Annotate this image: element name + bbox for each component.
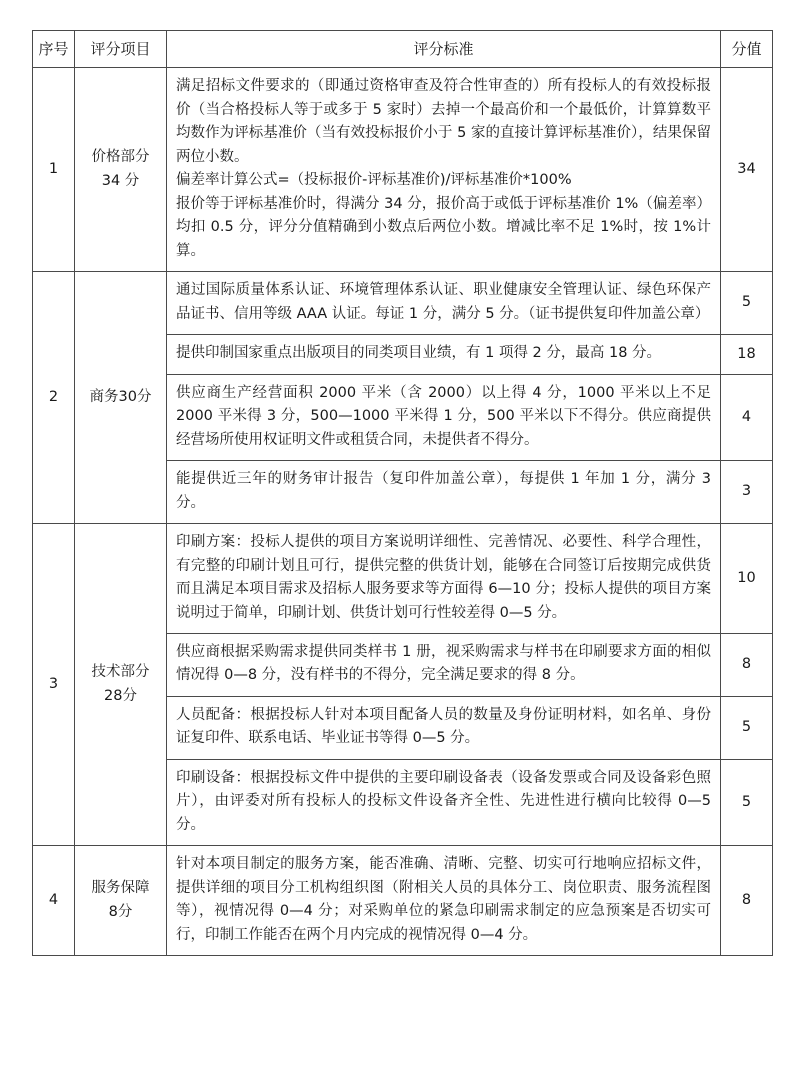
table-row bbox=[33, 272, 773, 335]
table-row bbox=[33, 846, 773, 956]
row-standard bbox=[167, 524, 721, 634]
standard-paragraph: 印刷设备：根据投标文件中提供的主要印刷设备表（设备发票或合同及设备彩色照片），由评委对所有投标人的投标文件设备齐全性、先进性进行横向比较得 0—5 分。 bbox=[176, 769, 711, 833]
row-standard bbox=[167, 461, 721, 524]
row-no: 3 bbox=[33, 524, 75, 846]
row-item-line: 8分 bbox=[108, 903, 133, 920]
row-item bbox=[75, 524, 167, 846]
row-item-line: 商务30分 bbox=[89, 388, 152, 405]
row-standard bbox=[167, 696, 721, 759]
header-no: 序号 bbox=[33, 31, 75, 68]
row-item-line: 技术部分 bbox=[91, 664, 150, 681]
row-item-line: 服务保障 bbox=[91, 880, 150, 897]
standard-paragraph: 针对本项目制定的服务方案，能否准确、清晰、完整、切实可行地响应招标文件，提供详细的项目分工机构组织图（附相关人员的具体分工、岗位职责、服务流程图等），视情况得 0—4 分；对采购单位的紧急印刷需求制定的应急预案是否切实可行，印制工作能否在两个月内完成的视情况得 0—4 分。 bbox=[176, 856, 711, 943]
row-points: 10 bbox=[721, 524, 773, 634]
row-points: 5 bbox=[721, 759, 773, 845]
row-item-line: 价格部分 bbox=[91, 149, 150, 166]
standard-paragraph: 供应商生产经营面积 2000 平米（含 2000）以上得 4 分，1000 平米以上不足 2000 平米得 3 分，500—1000 平米得 1 分，500 平米以下不得分。供应商提供经营场所使用权证明文件或租赁合同，未提供者不得分。 bbox=[176, 384, 711, 448]
row-points: 5 bbox=[721, 272, 773, 335]
standard-paragraph: 人员配备：根据投标人针对本项目配备人员的数量及身份证明材料，如名单、身份证复印件、联系电话、毕业证书等得 0—5 分。 bbox=[176, 706, 711, 747]
standard-paragraph: 供应商根据采购需求提供同类样书 1 册，视采购需求与样书在印刷要求方面的相似情况得 0—8 分，没有样书的不得分，完全满足要求的得 8 分。 bbox=[176, 643, 711, 684]
standard-paragraph: 能提供近三年的财务审计报告（复印件加盖公章），每提供 1 年加 1 分，满分 3 分。 bbox=[176, 471, 711, 511]
row-standard bbox=[167, 374, 721, 460]
row-no: 4 bbox=[33, 846, 75, 956]
row-points: 4 bbox=[721, 374, 773, 460]
header-standard: 评分标准 bbox=[167, 31, 721, 68]
row-standard bbox=[167, 272, 721, 335]
row-item bbox=[75, 272, 167, 524]
row-points: 18 bbox=[721, 335, 773, 374]
row-points: 8 bbox=[721, 846, 773, 956]
row-no: 2 bbox=[33, 272, 75, 524]
header-item: 评分项目 bbox=[75, 31, 167, 68]
table-row bbox=[33, 524, 773, 634]
row-standard bbox=[167, 759, 721, 845]
row-standard bbox=[167, 846, 721, 956]
table-header-row bbox=[33, 31, 773, 68]
standard-paragraph: 满足招标文件要求的（即通过资格审查及符合性审查的）所有投标人的有效投标报价（当合格投标人等于或多于 5 家时）去掉一个最高价和一个最低价，计算算数平均数作为评标基准价（当有效投标报价小于 5 家的直接计算评标基准价），结果保留两位小数。 bbox=[176, 78, 711, 165]
row-item-line: 28分 bbox=[104, 687, 137, 704]
row-item-line: 34 分 bbox=[101, 172, 140, 189]
row-points: 8 bbox=[721, 633, 773, 696]
standard-paragraph: 提供印制国家重点出版项目的同类项目业绩，有 1 项得 2 分，最高 18 分。 bbox=[176, 345, 662, 362]
row-points: 34 bbox=[721, 68, 773, 272]
row-points: 5 bbox=[721, 696, 773, 759]
header-points: 分值 bbox=[721, 31, 773, 68]
row-standard bbox=[167, 335, 721, 374]
row-item bbox=[75, 846, 167, 956]
row-no: 1 bbox=[33, 68, 75, 272]
row-points: 3 bbox=[721, 461, 773, 524]
standard-paragraph: 报价等于评标基准价时，得满分 34 分，报价高于或低于评标基准价 1%（偏差率）均扣 0.5 分，评分分值精确到小数点后两位小数。增减比率不足 1%时，按 1%计算。 bbox=[176, 195, 711, 259]
row-standard bbox=[167, 633, 721, 696]
standard-paragraph: 偏差率计算公式=（投标报价-评标基准价)/评标基准价*100% bbox=[176, 172, 572, 189]
scoring-criteria-table bbox=[32, 30, 773, 956]
row-standard bbox=[167, 68, 721, 272]
row-item bbox=[75, 68, 167, 272]
standard-paragraph: 印刷方案：投标人提供的项目方案说明详细性、完善情况、必要性、科学合理性，有完整的印刷计划且可行，提供完整的供货计划，能够在合同签订后按期完成供货而且满足本项目需求及招标人服务要求等方面得 6—10 分；投标人提供的项目方案说明过于简单，印刷计划、供货计划可行性较差得 0—5 分。 bbox=[176, 534, 711, 621]
table-row bbox=[33, 68, 773, 272]
standard-paragraph: 通过国际质量体系认证、环境管理体系认证、职业健康安全管理认证、绿色环保产品证书、信用等级 AAA 认证。每证 1 分，满分 5 分。（证书提供复印件加盖公章） bbox=[176, 282, 711, 322]
